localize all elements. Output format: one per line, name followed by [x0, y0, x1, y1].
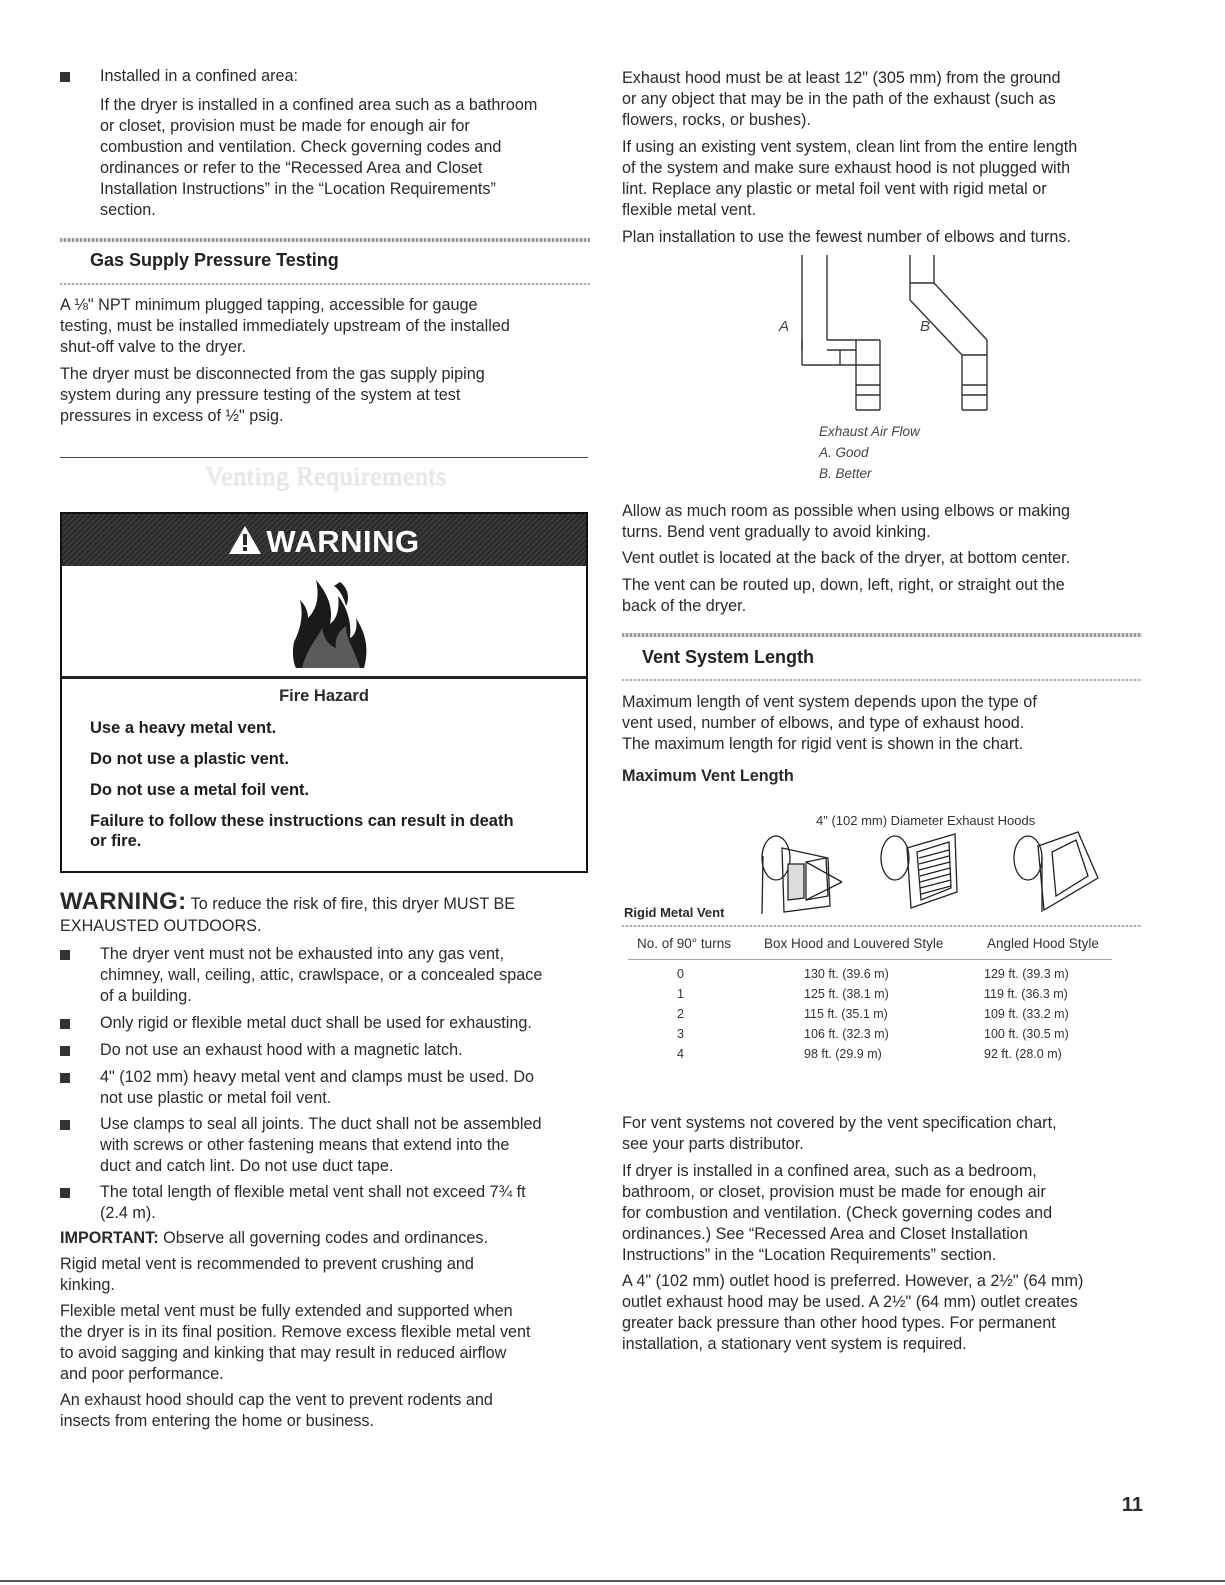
- table-rule: [628, 959, 1112, 960]
- warning-label: WARNING:: [60, 888, 187, 915]
- table-header-turns: No. of 90° turns: [637, 936, 731, 951]
- exhaust-clearance-paragraph: Exhaust hood must be at least 12" (305 mm) from the ground or any object that may be in the path of the exhaust (such as flowers, rocks, or bushes).: [622, 69, 1061, 129]
- warning-separator: [62, 676, 586, 679]
- angled-hood-icon: [1008, 828, 1108, 916]
- bullet-marker: [60, 1046, 70, 1056]
- bullet-marker: [60, 72, 70, 82]
- vent-outlet-text: Vent outlet is located at the back of the dryer, at bottom center.: [622, 549, 1071, 567]
- table-rule: [622, 925, 1142, 927]
- diagram-label-a: A: [779, 318, 790, 335]
- table-super-header: 4" (102 mm) Diameter Exhaust Hoods: [816, 813, 1036, 828]
- exhaust-air-flow-diagram: [772, 255, 1012, 420]
- page-bottom-edge: [0, 1580, 1225, 1582]
- bullet-item: The dryer vent must not be exhausted into any gas vent, chimney, wall, ceiling, attic, crawlspace, or a concealed space of a building.: [100, 945, 543, 1005]
- warning-banner: [62, 514, 586, 566]
- vent-spec-paragraph: For vent systems not covered by the vent specification chart, see your parts distributor.: [622, 1114, 1057, 1153]
- bullet-item: 4" (102 mm) heavy metal vent and clamps must be used. Do not use plastic or metal foil vent.: [100, 1068, 535, 1107]
- confined-area-paragraph: If dryer is installed in a confined area, such as a bedroom, bathroom, or closet, provision must be made for enough air for combustion and ventilation. (Check governing codes and ordinances.) See “Recessed Area and Closet Installation Instructions” in the “Location Requirements” section.: [622, 1162, 1053, 1264]
- bullet-marker: [60, 1019, 70, 1029]
- table-row: 2 115 ft. (35.1 m) 109 ft. (33.2 m): [677, 1007, 1069, 1021]
- rigid-metal-vent-label: Rigid Metal Vent: [624, 905, 725, 920]
- warning-statement-line2: EXHAUSTED OUTDOORS.: [60, 917, 262, 935]
- page-number: 11: [1121, 1494, 1143, 1516]
- exhaust-hood-paragraph: An exhaust hood should cap the vent to prevent rodents and insects from entering the home or business.: [60, 1391, 493, 1430]
- vent-routing-paragraph: The vent can be routed up, down, left, right, or straight out the back of the dryer.: [622, 576, 1065, 615]
- warning-failure: Failure to follow these instructions can result in death: [90, 812, 514, 830]
- box-hood-icon: [760, 828, 860, 916]
- fire-icon: [290, 576, 370, 670]
- table-header-angled-hood: Angled Hood Style: [987, 936, 1099, 951]
- table-row: 0 130 ft. (39.6 m) 129 ft. (39.3 m): [677, 967, 1069, 981]
- important-note: IMPORTANT: Observe all governing codes and ordinances.: [60, 1229, 488, 1247]
- table-row: 1 125 ft. (38.1 m) 119 ft. (36.3 m): [677, 987, 1068, 1001]
- vent-length-paragraph: Maximum length of vent system depends upon the type of vent used, number of elbows, and type of exhaust hood. The maximum length for rigid vent is shown in the chart.: [622, 693, 1037, 753]
- warning-line: Do not use a metal foil vent.: [90, 781, 310, 799]
- diagram-label-b: B: [920, 318, 931, 335]
- section-rule: [60, 238, 590, 242]
- venting-requirements-title: Venting Requirements: [205, 462, 447, 491]
- bullet-marker: [60, 1073, 70, 1083]
- diagram-caption: Exhaust Air Flow A. Good B. Better: [819, 424, 920, 481]
- section-rule: [622, 679, 1142, 681]
- louvered-hood-icon: [877, 828, 977, 916]
- section-rule: [622, 633, 1142, 637]
- maximum-vent-length-heading: Maximum Vent Length: [622, 767, 794, 785]
- bullet-item: Only rigid or flexible metal duct shall be used for exhausting.: [100, 1014, 532, 1032]
- section-rule: [60, 283, 590, 285]
- fire-hazard-label: Fire Hazard: [279, 687, 369, 705]
- gas-supply-heading: Gas Supply Pressure Testing: [90, 250, 339, 270]
- bullet-marker: [60, 1120, 70, 1130]
- confined-bullet: Installed in a confined area:: [100, 67, 298, 85]
- gas-paragraph-1: A ⅛" NPT minimum plugged tapping, accessible for gauge testing, must be installed immediately upstream of the installed shut-off valve to the dryer.: [60, 296, 510, 356]
- table-header-box-hood: Box Hood and Louvered Style: [764, 936, 944, 951]
- warning-line: Use a heavy metal vent.: [90, 719, 277, 737]
- warning-failure: or fire.: [90, 832, 142, 850]
- bullet-item: Do not use an exhaust hood with a magnetic latch.: [100, 1041, 463, 1059]
- gas-paragraph-2: The dryer must be disconnected from the gas supply piping system during any pressure testing of the system at test pressures in excess of ½" psig.: [60, 365, 485, 425]
- warning-statement: WARNING: To reduce the risk of fire, this dryer MUST BE: [60, 888, 516, 915]
- plan-installation-text: Plan installation to use the fewest number of elbows and turns.: [622, 228, 1072, 246]
- fire-warning-box: [60, 512, 588, 873]
- bullet-item: Use clamps to seal all joints. The duct shall not be assembled with screws or other fastening means that extend into the duct and catch lint. Do not use duct tape.: [100, 1115, 542, 1175]
- bullet-item: The total length of flexible metal vent shall not exceed 7¾ ft (2.4 m).: [100, 1183, 526, 1222]
- warning-line: Do not use a plastic vent.: [90, 750, 289, 768]
- bullet-marker: [60, 1188, 70, 1198]
- rigid-paragraph: Rigid metal vent is recommended to prevent crushing and kinking.: [60, 1255, 474, 1294]
- vent-system-length-heading: Vent System Length: [642, 647, 815, 667]
- table-row: 4 98 ft. (29.9 m) 92 ft. (28.0 m): [677, 1047, 1062, 1061]
- elbows-paragraph: Allow as much room as possible when using elbows or making turns. Bend vent gradually to avoid kinking.: [622, 502, 1071, 541]
- bullet-marker: [60, 950, 70, 960]
- alert-triangle-icon: [228, 525, 262, 555]
- warning-title: WARNING: [266, 524, 420, 559]
- confined-paragraph: If the dryer is installed in a confined area such as a bathroom or closet, provision must be made for enough air for combustion and ventilation. Check governing codes and ordinances or refer to the “Recessed Area and Closet Installation Instructions” in the “Location Requirements” section.: [100, 96, 538, 219]
- outlet-hood-paragraph: A 4" (102 mm) outlet hood is preferred. However, a 2½" (64 mm) outlet exhaust hood may be used. A 2½" (64 mm) outlet creates greater back pressure than other hood types. For permanent installation, a stationary vent system is required.: [622, 1272, 1084, 1353]
- venting-divider: [60, 457, 588, 458]
- flexible-paragraph: Flexible metal vent must be fully extended and supported when the dryer is in its final position. Remove excess flexible metal vent to avoid sagging and kinking that may result in reduced airflow and poor performance.: [60, 1302, 531, 1383]
- table-row: 3 106 ft. (32.3 m) 100 ft. (30.5 m): [677, 1027, 1069, 1041]
- existing-vent-paragraph: If using an existing vent system, clean lint from the entire length of the system and make sure exhaust hood is not plugged with lint. Replace any plastic or metal foil vent with rigid metal or flexible metal vent.: [622, 138, 1078, 219]
